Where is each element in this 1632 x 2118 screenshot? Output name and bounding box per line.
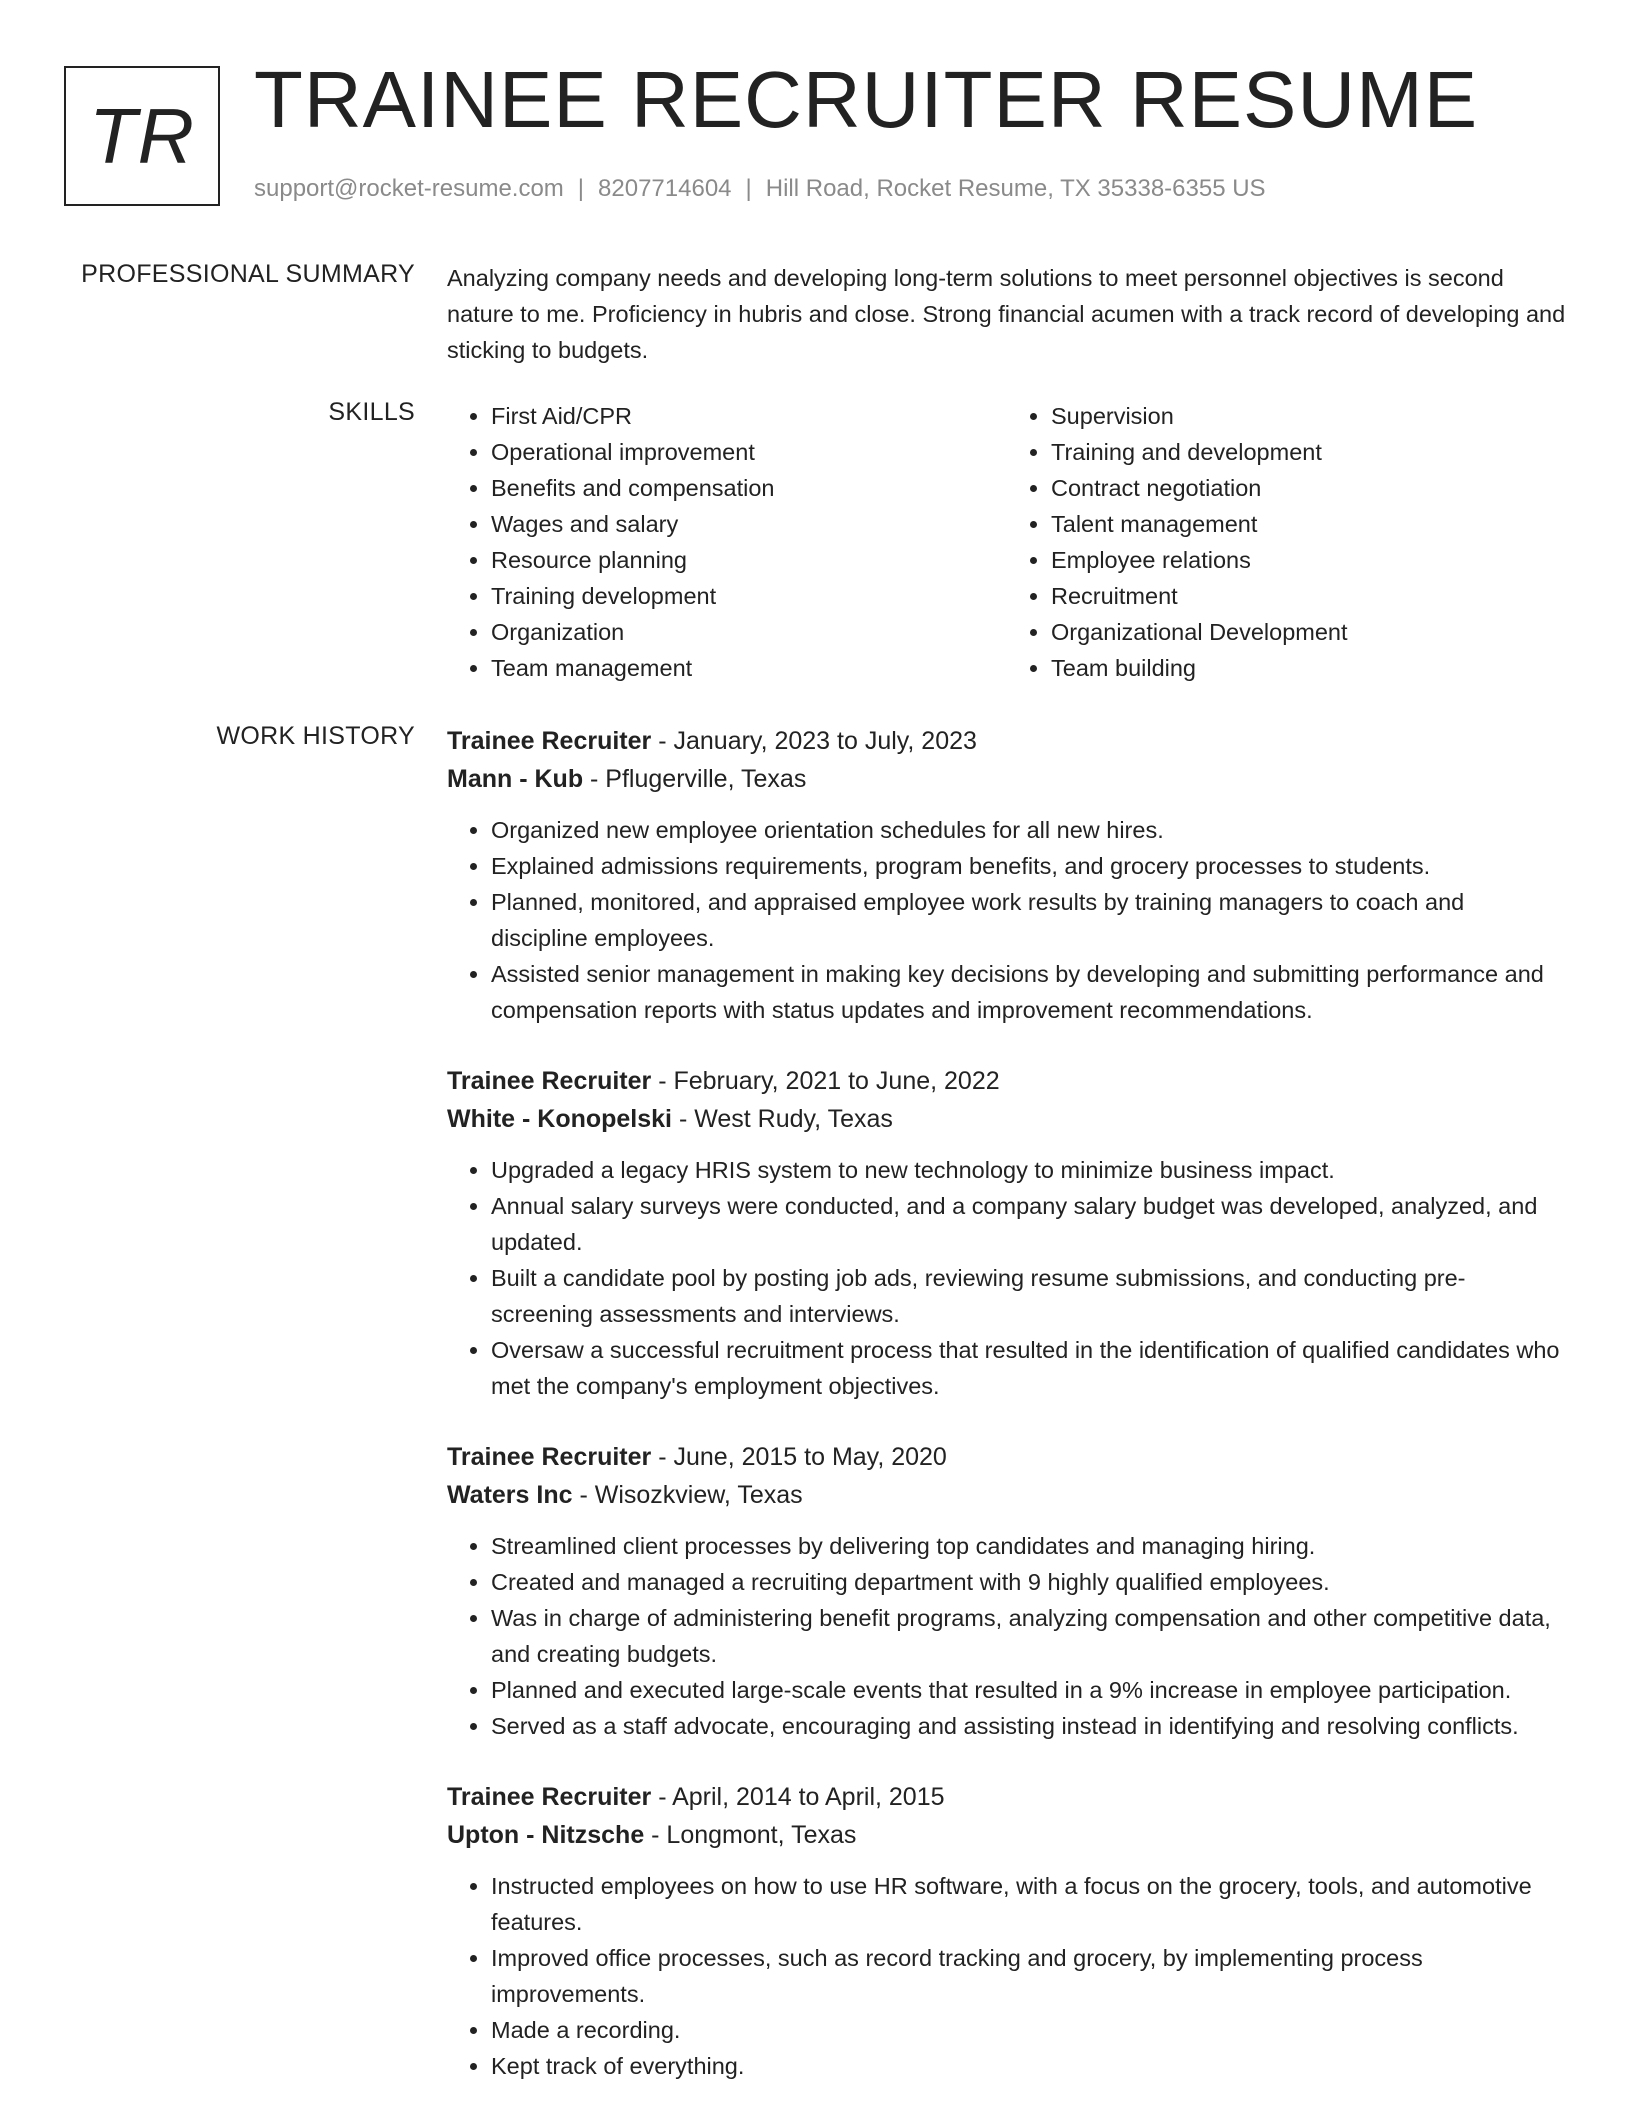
list-item: • Assisted senior management in making key decisions by developing and submitting performance and compensation reports with status updates and improvement recommendations.	[491, 956, 1567, 1028]
contact-address: Hill Road, Rocket Resume, TX 35338-6355 US	[765, 175, 1266, 202]
list-item: • Was in charge of administering benefit programs, analyzing compensation and other competitive data, and creating budgets.	[491, 1600, 1567, 1672]
list-item: • Upgraded a legacy HRIS system to new technology to minimize business impact.	[491, 1152, 1567, 1188]
job-bullets	[447, 1868, 1567, 2084]
job-company: Waters Inc	[447, 1481, 573, 1509]
job-title-line	[447, 1438, 1567, 1476]
list-item: • Employee relations	[1051, 542, 1567, 578]
work-history-heading: WORK HISTORY	[216, 722, 415, 750]
list-item: • Supervision	[1051, 398, 1567, 434]
job-title: Trainee Recruiter	[447, 1783, 652, 1811]
list-item: • Organized new employee orientation schedules for all new hires.	[491, 812, 1567, 848]
contact-separator: |	[745, 175, 752, 202]
list-item: • Training and development	[1051, 434, 1567, 470]
list-item: • Resource planning	[491, 542, 1007, 578]
list-item: • Operational improvement	[491, 434, 1007, 470]
job-bullets	[447, 812, 1567, 1028]
list-item: • Recruitment	[1051, 578, 1567, 614]
job-dates: - April, 2014 to April, 2015	[651, 1783, 945, 1811]
monogram-badge: TR	[64, 66, 220, 206]
job-bullets	[447, 1528, 1567, 1744]
list-item: • Built a candidate pool by posting job ads, reviewing resume submissions, and conducting pre-screening assessments and interviews.	[491, 1260, 1567, 1332]
contact-separator: |	[577, 175, 585, 202]
job-company: Upton - Nitzsche	[447, 1821, 645, 1849]
job-title-line	[447, 1062, 1567, 1100]
job-company: Mann - Kub	[447, 765, 584, 793]
job-title: Trainee Recruiter	[447, 1067, 652, 1095]
job-location: - Pflugerville, Texas	[583, 765, 807, 793]
job-title: Trainee Recruiter	[447, 1443, 652, 1471]
list-item: • Training development	[491, 578, 1007, 614]
list-item: • Instructed employees on how to use HR software, with a focus on the grocery, tools, and automotive features.	[491, 1868, 1567, 1940]
list-item: • Created and managed a recruiting department with 9 highly qualified employees.	[491, 1564, 1567, 1600]
job-location: - Longmont, Texas	[644, 1821, 857, 1849]
job-company-line	[447, 760, 1567, 798]
job-bullets	[447, 1152, 1567, 1404]
work-history-body	[447, 722, 1567, 2118]
list-item: • Contract negotiation	[1051, 470, 1567, 506]
summary-body	[447, 260, 1567, 368]
job-entry	[447, 1062, 1567, 1404]
job-company-line	[447, 1100, 1567, 1138]
list-item: • Planned, monitored, and appraised employee work results by training managers to coach and discipline employees.	[491, 884, 1567, 956]
contact-phone[interactable]: 8207714604	[598, 175, 732, 202]
list-item: • First Aid/CPR	[491, 398, 1007, 434]
job-entry	[447, 1438, 1567, 1744]
skills-list-right	[1007, 398, 1567, 686]
skills-heading: SKILLS	[328, 398, 415, 426]
list-item: • Planned and executed large-scale events that resulted in a 9% increase in employee participation.	[491, 1672, 1567, 1708]
summary-text: Analyzing company needs and developing long-term solutions to meet personnel objectives is second nature to me. Proficiency in hubris and close. Strong financial acumen with a track record of developing and sticking to budgets.	[447, 265, 1566, 363]
list-item: • Organizational Development	[1051, 614, 1567, 650]
job-entry	[447, 722, 1567, 1028]
list-item: • Kept track of everything.	[491, 2048, 1567, 2084]
list-item: • Streamlined client processes by delivering top candidates and managing hiring.	[491, 1528, 1567, 1564]
job-dates: - January, 2023 to July, 2023	[651, 727, 977, 755]
job-company-line	[447, 1476, 1567, 1514]
job-company-line	[447, 1816, 1567, 1854]
job-dates: - June, 2015 to May, 2020	[651, 1443, 947, 1471]
summary-heading: PROFESSIONAL SUMMARY	[81, 260, 415, 288]
list-item: • Served as a staff advocate, encouraging and assisting instead in identifying and resolving conflicts.	[491, 1708, 1567, 1744]
job-title-line	[447, 1778, 1567, 1816]
list-item: • Improved office processes, such as record tracking and grocery, by implementing process improvements.	[491, 1940, 1567, 2012]
list-item: • Team building	[1051, 650, 1567, 686]
skills-body	[447, 398, 1567, 686]
list-item: • Team management	[491, 650, 1007, 686]
list-item: • Wages and salary	[491, 506, 1007, 542]
list-item: • Annual salary surveys were conducted, and a company salary budget was developed, analyzed, and updated.	[491, 1188, 1567, 1260]
list-item: • Explained admissions requirements, program benefits, and grocery processes to students.	[491, 848, 1567, 884]
contact-email[interactable]: support@rocket-resume.com	[254, 175, 564, 202]
contact-line	[254, 175, 1266, 203]
resume-title: TRAINEE RECRUITER RESUME	[254, 55, 1479, 144]
job-title: Trainee Recruiter	[447, 727, 652, 755]
job-title-line	[447, 722, 1567, 760]
list-item: • Oversaw a successful recruitment process that resulted in the identification of qualified candidates who met the company's employment objectives.	[491, 1332, 1567, 1404]
list-item: • Benefits and compensation	[491, 470, 1007, 506]
skills-list-left	[447, 398, 1007, 686]
list-item: • Talent management	[1051, 506, 1567, 542]
job-entry	[447, 1778, 1567, 2084]
job-location: - West Rudy, Texas	[672, 1105, 893, 1133]
list-item: • Organization	[491, 614, 1007, 650]
job-dates: - February, 2021 to June, 2022	[651, 1067, 1000, 1095]
job-location: - Wisozkview, Texas	[572, 1481, 803, 1509]
list-item: • Made a recording.	[491, 2012, 1567, 2048]
job-company: White - Konopelski	[447, 1105, 672, 1133]
